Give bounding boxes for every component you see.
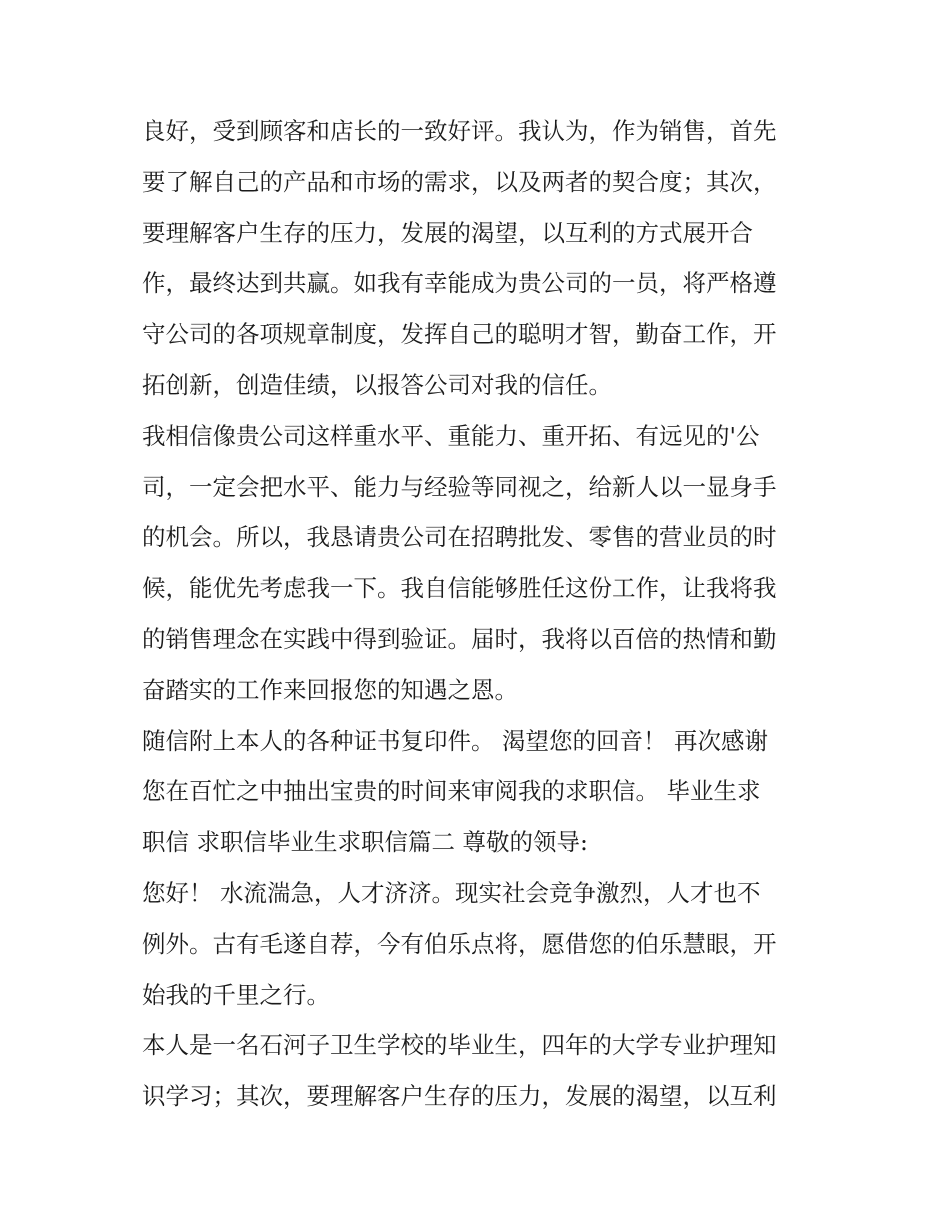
paragraph-1 (142, 106, 822, 411)
text-line: 我相信像贵公司这样重水平、重能力、重开拓、有远见的'公 (142, 421, 760, 450)
text-line: 要了解自己的产品和市场的需求，以及两者的契合度；其次， (142, 167, 777, 196)
text-line: 司，一定会把水平、能力与经验等同视之，给新人以一显身手 (142, 472, 777, 501)
paragraph-2 (142, 411, 822, 716)
document-body (142, 106, 822, 1122)
text-line: 作，最终达到共赢。如我有幸能成为贵公司的一员，将严格遵 (142, 269, 777, 298)
paragraph-3 (142, 716, 822, 868)
paragraph-5 (142, 1020, 822, 1122)
paragraph-4 (142, 868, 822, 1020)
text-line: 守公司的各项规章制度，发挥自己的聪明才智，勤奋工作，开 (142, 320, 777, 349)
text-line: 您在百忙之中抽出宝贵的时间来审阅我的求职信。 毕业生求 (142, 777, 761, 806)
text-line: 拓创新，创造佳绩，以报答公司对我的信任。 (142, 370, 612, 399)
text-line: 良好，受到顾客和店长的一致好评。我认为，作为销售，首先 (142, 117, 777, 145)
text-line: 职信 求职信毕业生求职信篇二 尊敬的领导: (142, 828, 588, 857)
text-line: 随信附上本人的各种证书复印件。 渴望您的回音！ 再次感谢 (142, 726, 768, 755)
text-line: 候，能优先考虑我一下。我自信能够胜任这份工作，让我将我 (142, 574, 777, 603)
text-line: 奋踏实的工作来回报您的知遇之恩。 (142, 675, 518, 704)
text-line: 的销售理念在实践中得到验证。届时，我将以百倍的热情和勤 (142, 624, 777, 653)
text-line: 的机会。所以，我恳请贵公司在招聘批发、零售的营业员的时 (142, 523, 777, 552)
text-line: 识学习；其次，要理解客户生存的压力，发展的渴望，以互利 (142, 1082, 777, 1111)
text-line: 例外。古有毛遂自荐，今有伯乐点将，愿借您的伯乐慧眼，开 (142, 929, 777, 958)
text-line: 要理解客户生存的压力，发展的渴望，以互利的方式展开合 (142, 218, 753, 247)
text-line: 始我的千里之行。 (142, 980, 330, 1009)
text-line: 您好！ 水流湍急，人才济济。现实社会竞争激烈，人才也不 (142, 878, 761, 907)
text-line: 本人是一名石河子卫生学校的毕业生，四年的大学专业护理知 (142, 1031, 777, 1060)
